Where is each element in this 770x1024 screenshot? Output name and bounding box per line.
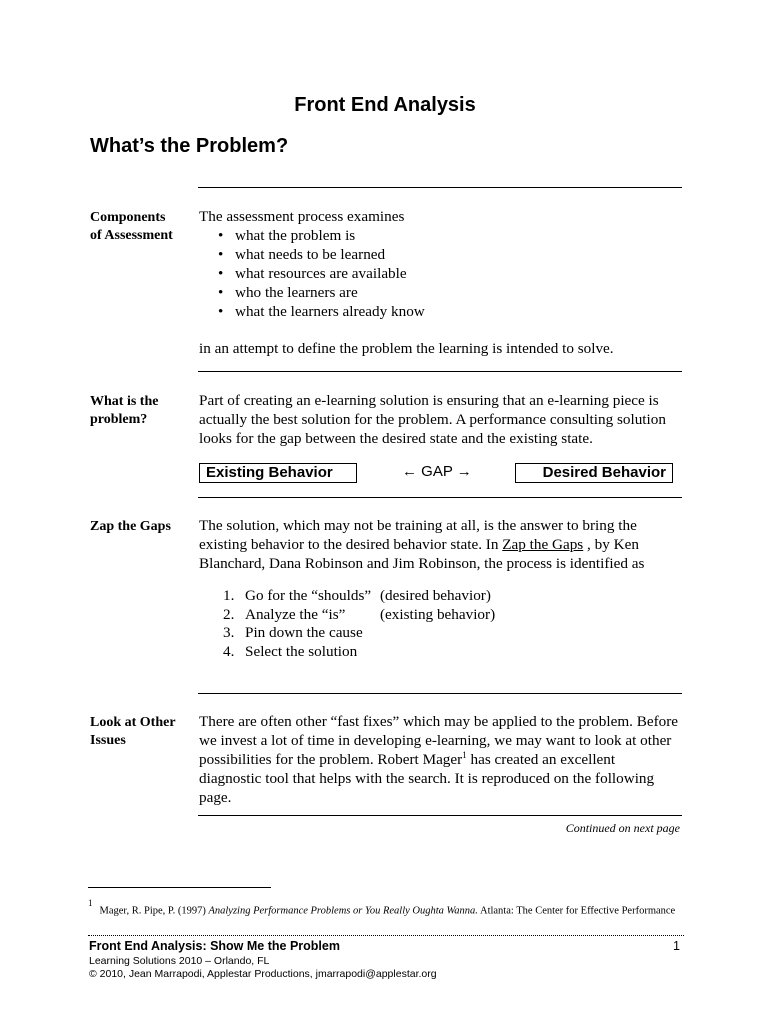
list-item xyxy=(199,643,679,662)
components-body xyxy=(199,207,679,321)
list-item xyxy=(199,624,679,643)
zap-the-gaps-book-title: Zap the Gaps xyxy=(502,536,584,553)
other-text-after: has created an excellent diagnostic tool that helps with the search. It is reproduced on the following page. xyxy=(199,751,655,806)
zap-steps xyxy=(199,587,679,661)
label-line: Components xyxy=(90,210,166,225)
footnote xyxy=(88,898,676,917)
continued-note: Continued on next page xyxy=(565,821,680,835)
label-line: of Assessment xyxy=(90,228,173,243)
existing-behavior-box: Existing Behavior xyxy=(199,463,357,483)
zap-text xyxy=(199,516,679,573)
list-item xyxy=(199,587,679,606)
footnote-number: 1 xyxy=(88,898,93,908)
problem-text: Part of creating an e-learning solution is ensuring that an e-learning piece is actually the best solution for the problem. A performance consulting solution looks for the gap between the desired state and the existing state. xyxy=(199,392,666,447)
gap-arrow-label: ← GAP → xyxy=(402,463,472,480)
desired-behavior-box: Desired Behavior xyxy=(515,463,673,483)
page-number: 1 xyxy=(673,939,680,953)
footnote-reference: 1 xyxy=(462,749,467,760)
list-item xyxy=(199,606,679,625)
step-number: 2. xyxy=(223,605,235,623)
footer-copyright: © 2010, Jean Marrapodi, Applestar Productions, jmarrapodi@applestar.org xyxy=(89,968,437,980)
footer-event: Learning Solutions 2010 – Orlando, FL xyxy=(89,955,270,967)
section-divider xyxy=(198,497,682,498)
other-issues-text xyxy=(199,712,679,807)
label-line: problem? xyxy=(90,412,148,427)
components-intro: The assessment process examines xyxy=(199,208,405,225)
step-number: 3. xyxy=(223,624,235,641)
components-bullet-list xyxy=(199,226,679,321)
section-divider xyxy=(198,371,682,372)
other-text-before: There are often other “fast fixes” which may be applied to the problem. Before we invest a lot of time in developing e-learning, we may want to look at other possibilities for the problem. Robert Mager xyxy=(199,713,679,768)
label-line: Issues xyxy=(90,733,126,748)
step-number: 1. xyxy=(223,587,235,604)
section-label-zap: Zap the Gaps xyxy=(90,519,171,534)
page-subtitle: What’s the Problem? xyxy=(90,135,289,157)
section-label-components xyxy=(90,209,173,245)
zap-text-after: , by Ken Blanchard, Dana Robinson and Jim Robinson, the process is identified as xyxy=(199,536,645,572)
footnote-authors: Mager, R. Pipe, P. (1997) xyxy=(99,905,209,917)
step-number: 4. xyxy=(223,642,235,660)
step-note: (desired behavior) xyxy=(380,587,491,604)
step-text: Analyze the “is” xyxy=(245,605,346,623)
list-item: • what resources are available xyxy=(235,264,679,283)
section-divider xyxy=(198,187,682,188)
footnote-publisher: Atlanta: The Center for Effective Performance xyxy=(477,905,676,917)
zap-text-before: The solution, which may not be training at all, is the answer to bring the existing behavior to the desired behavior state. In xyxy=(199,517,637,553)
section-label-other-issues xyxy=(90,714,176,750)
section-divider xyxy=(198,693,682,694)
step-text: Go for the “shoulds” xyxy=(245,587,372,604)
list-item: • what the learners already know xyxy=(235,302,679,321)
label-line: What is the xyxy=(90,394,159,409)
page-title: Front End Analysis xyxy=(294,94,476,116)
list-item: • what needs to be learned xyxy=(235,245,679,264)
zap-steps-list xyxy=(199,587,679,661)
list-item: • who the learners are xyxy=(235,283,679,302)
section-label-problem xyxy=(90,393,158,429)
section-divider xyxy=(198,815,682,816)
footnote-book-title: Analyzing Performance Problems or You Really Oughta Wanna. xyxy=(208,905,478,917)
label-line: Look at Other xyxy=(90,715,176,730)
footer-divider xyxy=(88,935,684,936)
step-text: Select the solution xyxy=(245,642,358,660)
footer-title: Front End Analysis: Show Me the Problem xyxy=(89,939,340,953)
list-item: • what the problem is xyxy=(235,226,679,245)
step-note: (existing behavior) xyxy=(380,605,496,623)
footnote-separator xyxy=(88,887,271,888)
step-text: Pin down the cause xyxy=(245,624,363,641)
components-closing: in an attempt to define the problem the learning is intended to solve. xyxy=(199,340,614,357)
